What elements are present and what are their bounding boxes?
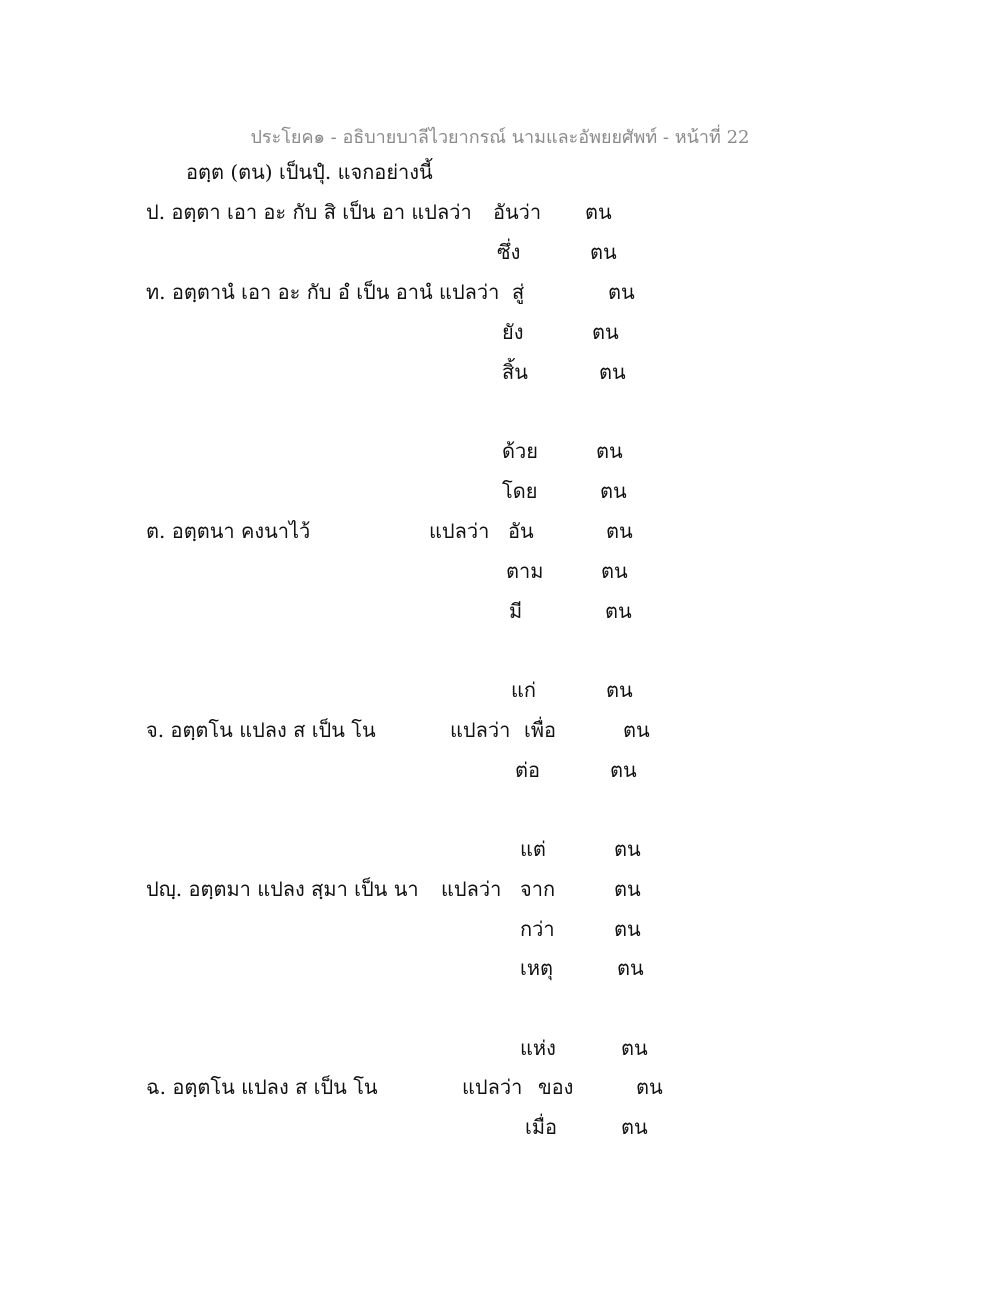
case-meaning: ตน	[592, 320, 619, 344]
case-word: สิ้น	[502, 360, 528, 384]
case-word: ของ	[538, 1075, 574, 1099]
case-word: ด้วย	[502, 439, 538, 463]
case-word: โดย	[502, 479, 538, 503]
page-header: ประโยค๑ - อธิบายบาลีไวยากรณ์ นามและอัพยยศัพท์ - หน้าที่ 22	[250, 127, 750, 148]
case-word: มี	[509, 599, 523, 623]
case-word: แต่	[520, 837, 546, 861]
case-meaning: ตน	[617, 956, 644, 980]
case-meaning: ตน	[614, 917, 641, 941]
case-meaning: ตน	[605, 599, 632, 623]
case-word: เหตุ	[520, 956, 554, 980]
case-label: ฉ. อตฺตโน แปลง ส เป็น โน	[146, 1075, 378, 1099]
intro-line: อตฺต (ตน) เป็นปุํ. แจกอย่างนี้	[186, 160, 433, 184]
case-word: แห่ง	[520, 1036, 556, 1060]
case-translate: แปลว่า	[429, 519, 490, 543]
case-word: ยัง	[502, 320, 524, 344]
case-meaning: ตน	[636, 1075, 663, 1099]
case-meaning: ตน	[614, 877, 641, 901]
case-meaning: ตน	[621, 1036, 648, 1060]
case-meaning: ตน	[606, 519, 633, 543]
case-label: ต. อตฺตนา คงนาไว้	[146, 519, 311, 543]
case-meaning: ตน	[601, 559, 628, 583]
case-meaning: ตน	[614, 837, 641, 861]
case-meaning: ตน	[585, 200, 612, 224]
case-word: เมื่อ	[525, 1115, 558, 1139]
case-meaning: ตน	[606, 678, 633, 702]
case-label: ท. อตฺตานํ เอา อะ กับ อํ เป็น อานํ แปลว่า	[146, 280, 500, 304]
case-meaning: ตน	[600, 479, 627, 503]
case-meaning: ตน	[623, 718, 650, 742]
case-meaning: ตน	[610, 758, 637, 782]
case-label: จ. อตฺตโน แปลง ส เป็น โน	[146, 718, 376, 742]
case-translate: แปลว่า	[450, 718, 511, 742]
case-word: แก่	[511, 678, 536, 702]
case-label: ป. อตฺตา เอา อะ กับ สิ เป็น อา แปลว่า	[146, 200, 472, 224]
case-word: อัน	[508, 519, 534, 543]
case-meaning: ตน	[621, 1115, 648, 1139]
case-label: ปญฺ. อตฺตมา แปลง สฺมา เป็น นา	[146, 877, 419, 901]
case-word: ต่อ	[515, 758, 540, 782]
case-meaning: ตน	[596, 439, 623, 463]
case-translate: แปลว่า	[441, 877, 502, 901]
case-meaning: ตน	[590, 240, 617, 264]
case-word: ตาม	[506, 559, 544, 583]
case-word: อันว่า	[493, 200, 542, 224]
case-word: ซึ่ง	[497, 240, 521, 264]
case-meaning: ตน	[608, 280, 635, 304]
case-translate: แปลว่า	[462, 1075, 523, 1099]
case-word: สู่	[512, 280, 525, 304]
case-word: กว่า	[520, 917, 555, 941]
case-meaning: ตน	[599, 360, 626, 384]
case-word: เพื่อ	[524, 718, 557, 742]
case-word: จาก	[520, 877, 556, 901]
